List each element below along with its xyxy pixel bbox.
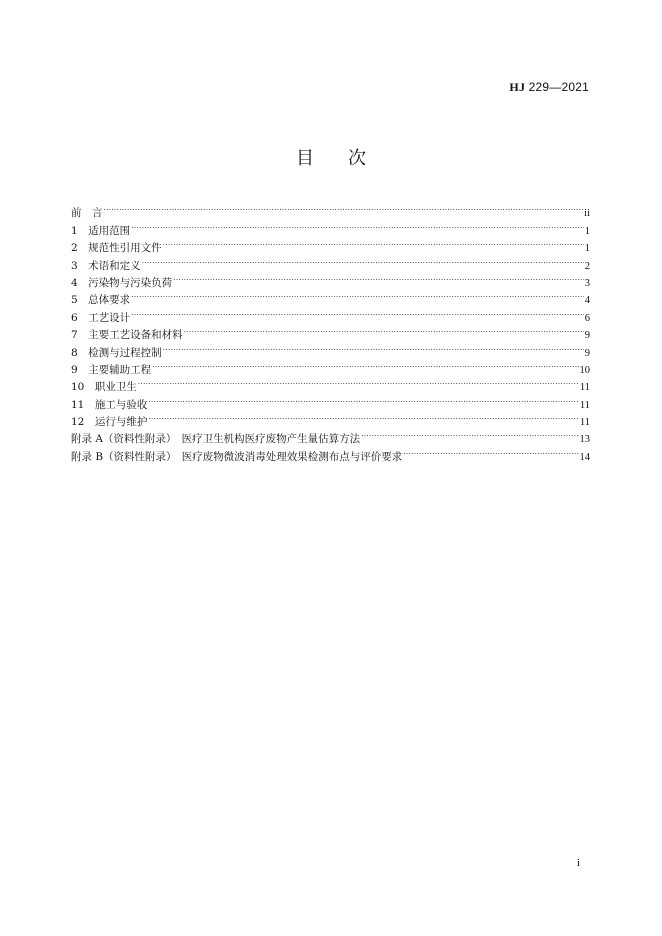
- toc-entry-11[interactable]: [71, 390, 590, 411]
- toc-entry-7[interactable]: [71, 321, 590, 342]
- toc-entry-label: 前 言: [71, 207, 103, 220]
- toc-entry-page: 14: [579, 451, 590, 463]
- toc-entry-label: 9 主要辅助工程: [71, 363, 152, 376]
- toc-leader-dots: [173, 269, 584, 286]
- toc-entry-page: 6: [584, 312, 590, 324]
- toc-entry-label: 11 施工与验收: [71, 398, 148, 411]
- toc-entry-label: 3 术语和定义: [71, 259, 141, 272]
- toc-leader-dots: [163, 338, 584, 355]
- toc-entry-12[interactable]: [71, 408, 590, 429]
- toc-entry-page: 11: [579, 382, 590, 394]
- toc-leader-dots: [403, 442, 578, 459]
- toc-entry-label: 附录 A（资料性附录） 医疗卫生机构医疗废物产生量估算方法: [71, 433, 361, 446]
- toc-entry-2[interactable]: [71, 234, 590, 255]
- toc-entry-6[interactable]: [71, 303, 590, 324]
- toc-leader-dots: [184, 321, 584, 338]
- toc-entry-label: 附录 B（资料性附录） 医疗废物微波消毒处理效果检测布点与评价要求: [71, 450, 403, 463]
- toc-leader-dots: [152, 356, 578, 373]
- toc-entry-page: ii: [584, 208, 590, 220]
- toc-entry-page: 11: [579, 417, 590, 429]
- toc-leader-dots: [138, 373, 579, 390]
- toc-leader-dots: [131, 216, 584, 233]
- toc-entry-3[interactable]: [71, 251, 590, 272]
- toc-leader-dots: [163, 234, 584, 251]
- toc-entry-page: 4: [584, 295, 590, 307]
- toc-entry-1[interactable]: [71, 216, 590, 237]
- toc-entry-label: 8 检测与过程控制: [71, 346, 162, 359]
- toc-entry-label: 10 职业卫生: [71, 381, 137, 394]
- toc-entry-10[interactable]: [71, 373, 590, 394]
- toc-entry-4[interactable]: [71, 269, 590, 289]
- toc-entry-label: 6 工艺设计: [71, 311, 131, 324]
- toc-leader-dots: [131, 303, 584, 320]
- toc-title: 目次: [296, 148, 400, 169]
- document-code: [509, 80, 589, 95]
- toc-entry-label: 12 运行与维护: [71, 416, 148, 429]
- toc-entry-page: 10: [579, 364, 590, 376]
- toc-leader-dots: [104, 199, 584, 216]
- toc-entry-page: 11: [579, 399, 590, 411]
- toc-entry-page: 13: [579, 434, 590, 446]
- toc-leader-dots: [131, 286, 584, 303]
- toc-entry-label: 7 主要工艺设备和材料: [71, 329, 183, 342]
- toc-entry-label: 4 污染物与污染负荷: [71, 276, 173, 289]
- document-code-prefix: HJ: [509, 80, 526, 94]
- toc-entry-page: 1: [584, 225, 590, 237]
- toc-leader-dots: [148, 390, 579, 407]
- toc-entry-appendix-a[interactable]: [71, 425, 590, 446]
- toc-leader-dots: [142, 251, 584, 268]
- document-code-number: 229—2021: [525, 80, 589, 94]
- toc-leader-dots: [148, 408, 579, 425]
- toc-entry-page: 9: [584, 330, 590, 342]
- toc-entry-page: 3: [584, 277, 590, 289]
- toc-entry-label: 1 适用范围: [71, 224, 131, 237]
- toc-entry-page: 9: [584, 347, 590, 359]
- toc-entry-page: 2: [584, 260, 590, 272]
- toc-entry-label: 2 规范性引用文件: [71, 242, 162, 255]
- toc-leader-dots: [361, 425, 578, 442]
- toc-entry-5[interactable]: [71, 286, 590, 307]
- page-number: i: [576, 857, 580, 869]
- table-of-contents: [71, 199, 590, 463]
- toc-entry-label: 5 总体要求: [71, 294, 131, 307]
- toc-entry-page: 1: [584, 243, 590, 255]
- toc-entry-foreword[interactable]: [71, 199, 590, 220]
